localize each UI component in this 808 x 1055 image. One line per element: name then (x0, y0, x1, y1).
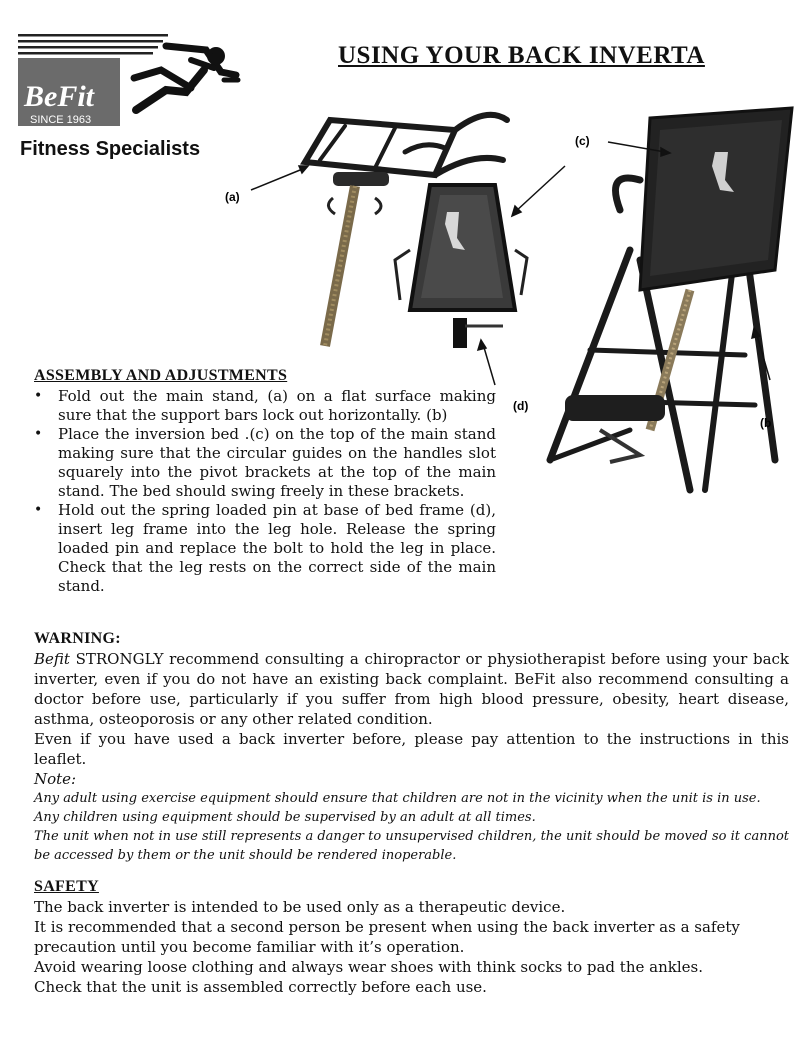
assembly-item: • Fold out the main stand, (a) on a flat surface making sure that the support bars lock out horizontally. (b) (58, 387, 496, 425)
warning-text: STRONGLY recommend consulting a chiropractor or physiotherapist before using your back inverter, even if you do not have an existing back complaint. BeFit also recommend consulting a doctor before use, particularly if you suffer from high blood pressure, obesity, heart disease, asthma, osteoporosis or any other related condition. (34, 650, 789, 728)
logo-since: SINCE 1963 (30, 114, 92, 126)
warning-section (34, 629, 789, 865)
note-item: Any adult using exercise equipment should ensure that children are not in the vicinity when the unit is in use. (34, 791, 761, 806)
assembly-list (34, 387, 496, 596)
label-a: (a) (225, 190, 240, 204)
warning-heading: WARNING: (34, 630, 121, 647)
safety-line: It is recommended that a second person be present when using the back inverter as a safety precaution until you become familiar with it’s operation. (34, 918, 740, 956)
befit-logo (16, 30, 241, 130)
arrow-a-icon (251, 166, 308, 190)
logo-speed-stripes (18, 34, 168, 55)
label-d: (d) (513, 399, 529, 413)
label-b: (b (760, 416, 772, 430)
logo-brand: BeFit (24, 80, 95, 113)
assembly-section (34, 366, 496, 596)
label-c: (c) (575, 134, 590, 148)
runner-icon (134, 46, 238, 110)
safety-line: Check that the unit is assembled correctly before each use. (34, 978, 487, 996)
safety-section (34, 877, 789, 997)
safety-line: The back inverter is intended to be used only as a therapeutic device. (34, 898, 566, 916)
main-stand-image (305, 115, 507, 175)
safety-line: Avoid wearing loose clothing and always wear shoes with think socks to pad the ankles. (34, 958, 703, 976)
safety-heading: SAFETY (34, 878, 99, 895)
inversion-bed-image (395, 185, 527, 348)
warning-paragraph-2: Even if you have used a back inverter before, please pay attention to the instructions in this leaflet. (34, 730, 789, 768)
warning-paragraph (34, 649, 789, 729)
assembly-heading: ASSEMBLY AND ADJUSTMENTS (34, 367, 288, 384)
assembly-item: • Hold out the spring loaded pin at base of bed frame (d), insert leg frame into the leg hole. Release the spring loaded pin and replace the bolt to hold the leg in place. Check that the leg rests on the correct side of the main stand. (58, 501, 496, 596)
warning-brand: Befit (34, 650, 70, 668)
note-item: The unit when not in use still represents a danger to unsupervised children, the unit should be moved so it cannot be accessed by them or the unit should be rendered inoperable. (34, 829, 789, 863)
note-label: Note: (34, 770, 77, 788)
logo-tagline: Fitness Specialists (20, 138, 201, 160)
assembly-item: • Place the inversion bed .(c) on the top of the main stand making sure that the circular guides on the handles slot squarely into the pivot brackets at the top of the main stand. The bed should swing freely in these brackets. (58, 425, 496, 501)
leg-frame-image (325, 172, 389, 346)
note-item: Any children using equipment should be supervised by an adult at all times. (34, 810, 536, 825)
page-title: USING YOUR BACK INVERTA (338, 42, 705, 69)
assembled-bed-image (565, 108, 792, 462)
assembled-inverter-illustration (510, 100, 800, 530)
